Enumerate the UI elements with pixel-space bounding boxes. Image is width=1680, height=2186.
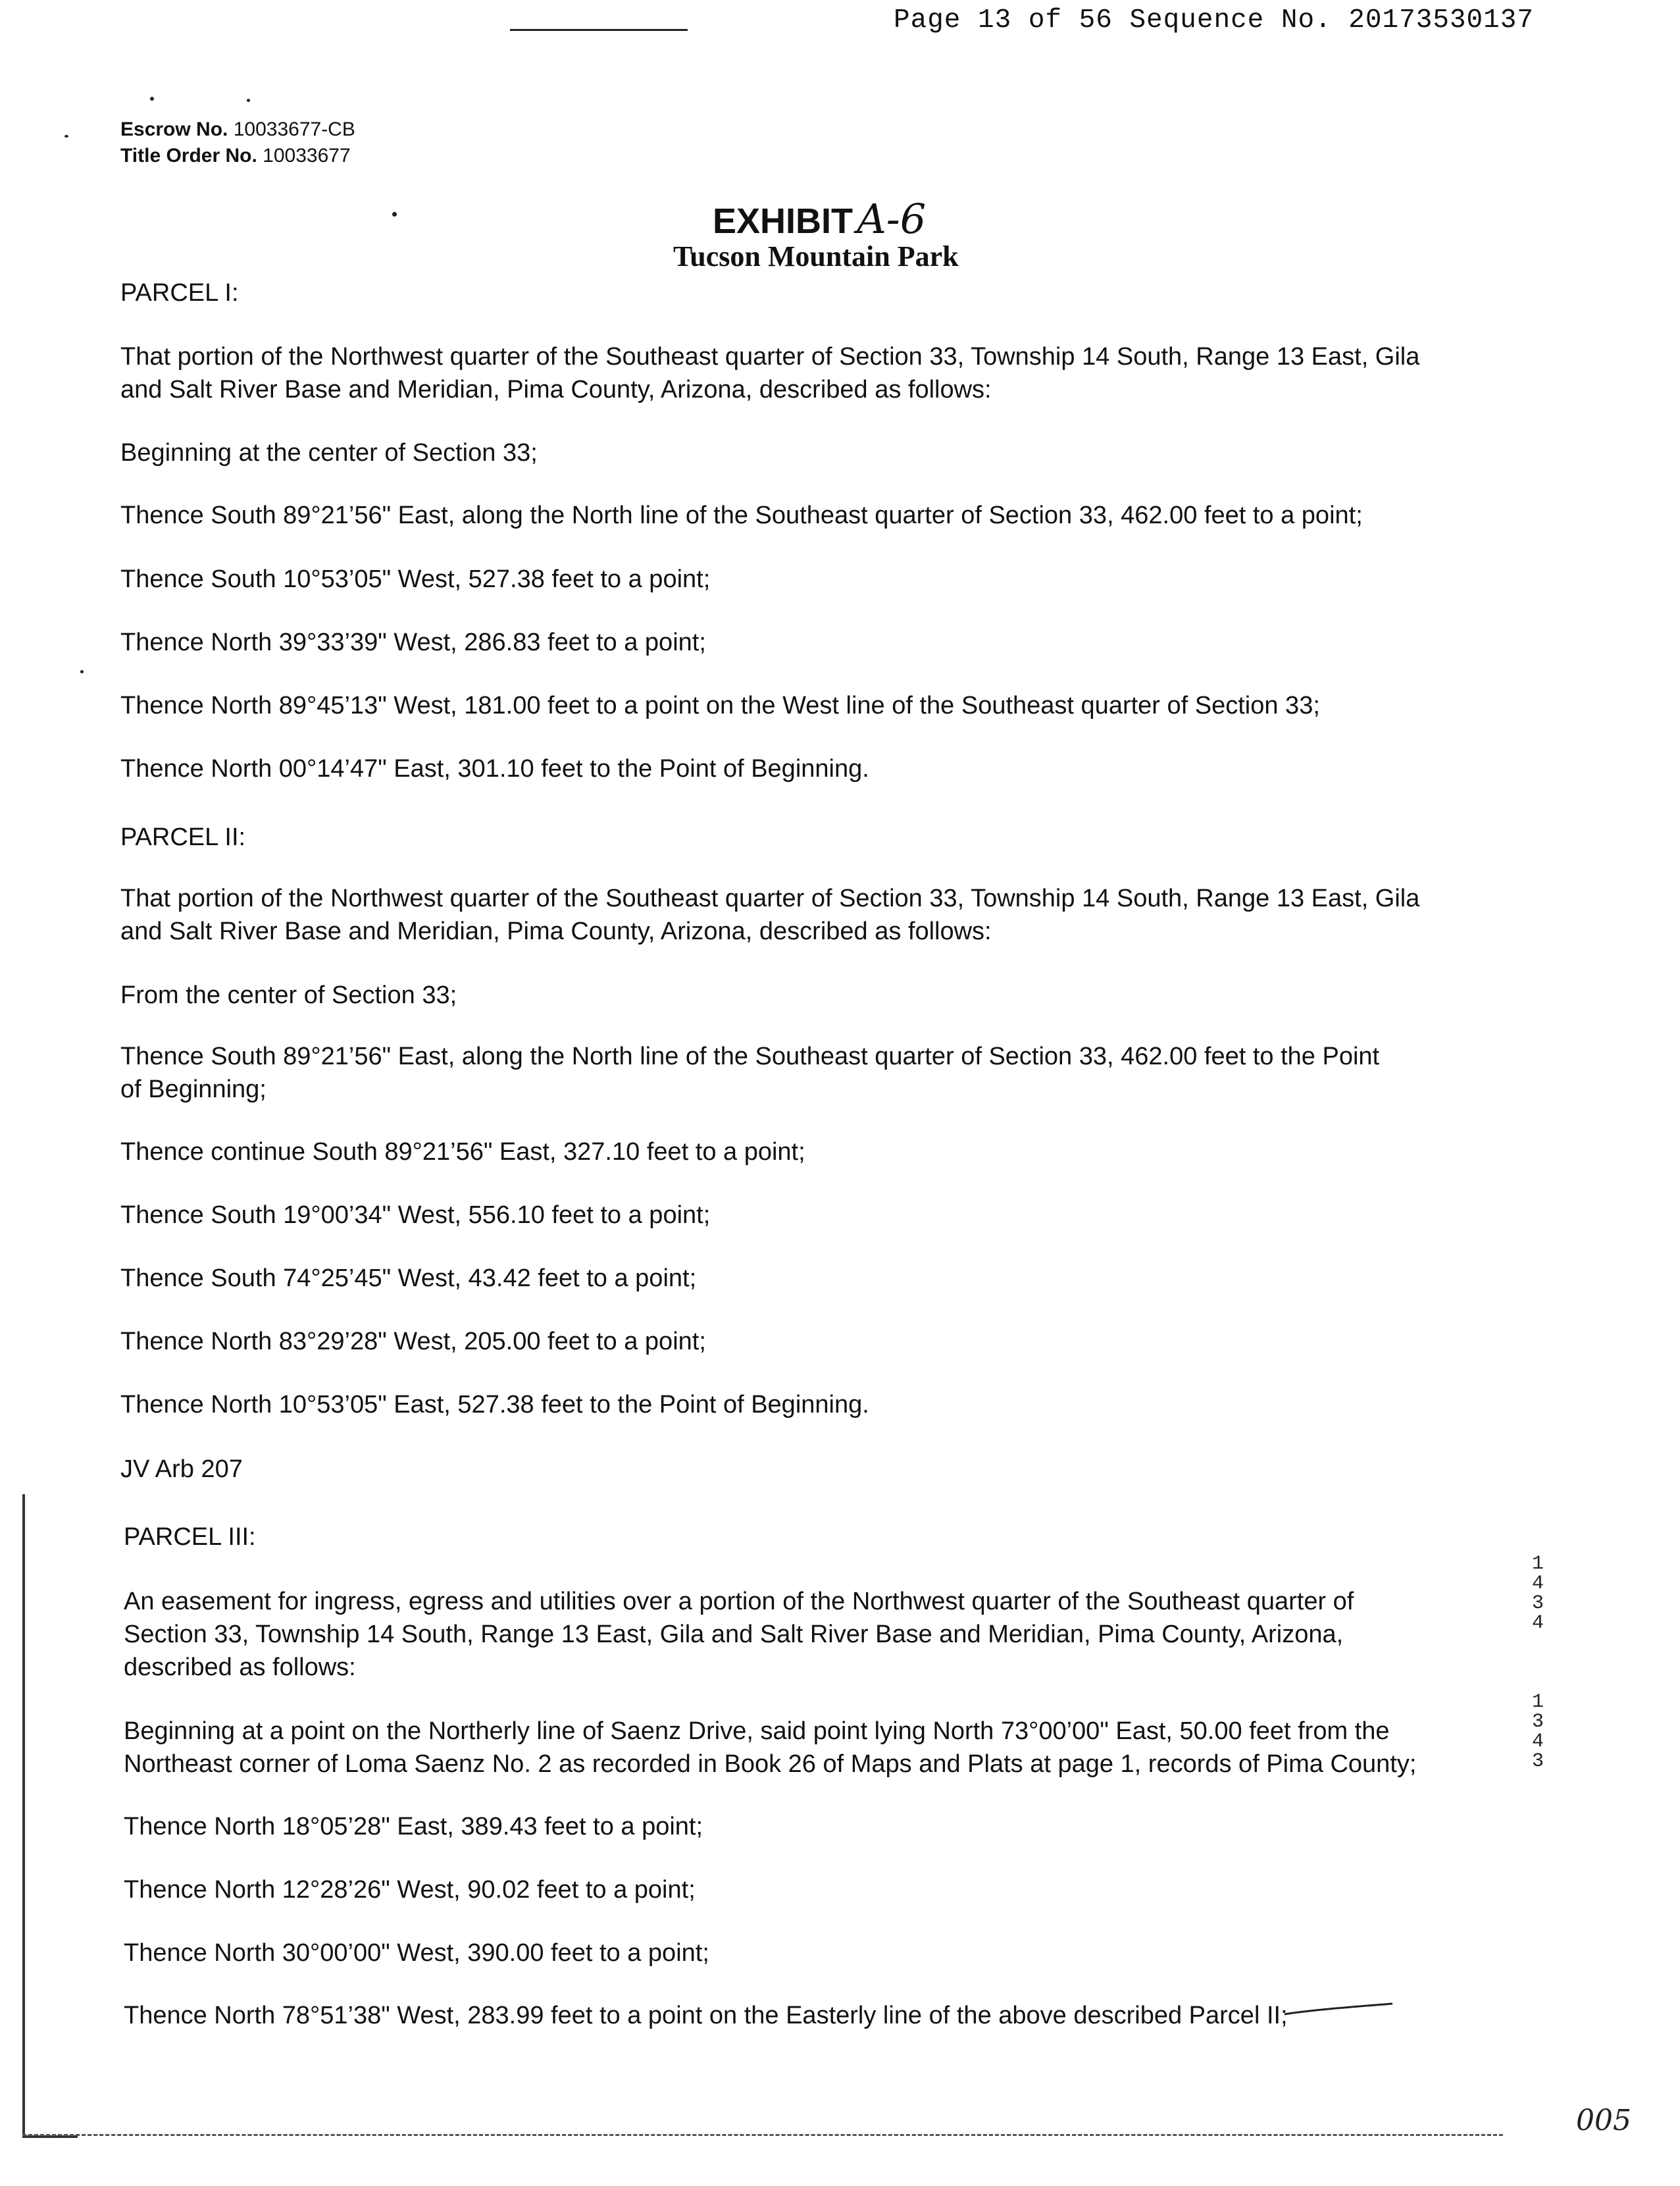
- parcel-2-beginning: From the center of Section 33;: [120, 981, 457, 1009]
- parcel-2-intro-line-1: That portion of the Northwest quarter of the Southeast quarter of Section 33, Township 14 South, Range 13 East, Gila: [120, 885, 1420, 912]
- escrow-label: Escrow No.: [120, 118, 228, 140]
- escrow-block: [120, 117, 355, 169]
- handwritten-stroke: [1283, 2001, 1395, 2017]
- left-margin-bar: [22, 1494, 25, 2120]
- side-stamp-digit: 3: [1531, 1592, 1544, 1615]
- page-sequence-header: Page 13 of 56 Sequence No. 20173530137: [894, 5, 1534, 36]
- parcel-2-first-call-line-1: Thence South 89°21’56" East, along the North line of the Southeast quarter of Section 33, 462.00 feet to the Point: [120, 1043, 1380, 1070]
- escrow-line: [120, 117, 355, 143]
- parcel-2-call: Thence South 74°25’45" West, 43.42 feet to a point;: [120, 1264, 697, 1292]
- parcel-3-intro-line-1: An easement for ingress, egress and utilities over a portion of the Northwest quarter of the Southeast quarter of: [124, 1588, 1354, 1615]
- parcel-3-call: Thence North 30°00’00" West, 390.00 feet to a point;: [124, 1939, 709, 1967]
- side-stamp-digit: 4: [1531, 1731, 1544, 1753]
- parcel-1-intro-line-2: and Salt River Base and Meridian, Pima County, Arizona, described as follows:: [120, 376, 992, 403]
- exhibit-label: EXHIBIT: [713, 201, 853, 241]
- parcel-2-intro-line-2: and Salt River Base and Meridian, Pima County, Arizona, described as follows:: [120, 918, 992, 945]
- parcel-3-heading: PARCEL III:: [124, 1523, 256, 1551]
- parcel-2-reference: JV Arb 207: [120, 1455, 243, 1483]
- parcel-3-call: Thence North 18°05’28" East, 389.43 feet to a point;: [124, 1813, 703, 1840]
- parcel-2-heading: PARCEL II:: [120, 823, 246, 851]
- parcel-2-first-call-line-2: of Beginning;: [120, 1076, 267, 1103]
- side-stamp-digit: 1: [1531, 1553, 1544, 1575]
- side-stamp-digit: 3: [1531, 1711, 1544, 1733]
- title-order-line: [120, 143, 355, 169]
- parcel-1-beginning: Beginning at the center of Section 33;: [120, 439, 538, 467]
- parcel-1-intro-line-1: That portion of the Northwest quarter of the Southeast quarter of Section 33, Township 14 South, Range 13 East, Gila: [120, 343, 1420, 371]
- scan-speck: [392, 212, 397, 217]
- parcel-3-call: Thence North 12°28’26" West, 90.02 feet to a point;: [124, 1876, 696, 1904]
- exhibit-title: [713, 195, 926, 243]
- scan-speck: [150, 97, 154, 101]
- exhibit-handwritten-number: A-6: [857, 195, 927, 243]
- parcel-2-call: Thence North 10°53’05" East, 527.38 feet to the Point of Beginning.: [120, 1391, 869, 1418]
- parcel-2-call: Thence continue South 89°21’56" East, 327.10 feet to a point;: [120, 1138, 805, 1166]
- parcel-1-call: Thence North 39°33’39" West, 286.83 feet to a point;: [120, 629, 706, 656]
- exhibit-subtitle: Tucson Mountain Park: [673, 240, 959, 273]
- side-stamp-digit: 4: [1531, 1612, 1544, 1634]
- side-stamp-digit: 1: [1531, 1691, 1544, 1713]
- escrow-number: 10033677-CB: [233, 118, 355, 140]
- parcel-1-call: Thence North 89°45’13" West, 181.00 feet to a point on the West line of the Southeast quarter of Section 33;: [120, 692, 1320, 719]
- scan-speck: [247, 99, 250, 102]
- header-rule: [510, 29, 688, 31]
- parcel-3-intro-line-3: described as follows:: [124, 1653, 356, 1681]
- parcel-2-call: Thence North 83°29’28" West, 205.00 feet to a point;: [120, 1328, 706, 1355]
- parcel-3-beginning-line-1: Beginning at a point on the Northerly line of Saenz Drive, said point lying North 73°00’00" East, 50.00 feet from the: [124, 1717, 1390, 1745]
- title-order-number: 10033677: [263, 145, 351, 167]
- parcel-1-call: Thence South 10°53’05" West, 527.38 feet to a point;: [120, 565, 711, 593]
- side-stamp-digit: 4: [1531, 1573, 1544, 1595]
- title-order-label: Title Order No.: [120, 145, 257, 167]
- scan-speck: [80, 670, 84, 673]
- scan-speck: [64, 135, 68, 138]
- parcel-2-call: Thence South 19°00’34" West, 556.10 feet to a point;: [120, 1201, 711, 1229]
- side-stamp-digit: 3: [1531, 1750, 1544, 1773]
- parcel-1-heading: PARCEL I:: [120, 279, 239, 307]
- parcel-1-call: Thence North 00°14’47" East, 301.10 feet to the Point of Beginning.: [120, 755, 869, 783]
- footer-page-mark: 005: [1576, 2104, 1631, 2137]
- parcel-3-beginning-line-2: Northeast corner of Loma Saenz No. 2 as recorded in Book 26 of Maps and Plats at page 1, records of Pima County;: [124, 1750, 1417, 1778]
- parcel-1-call: Thence South 89°21’56" East, along the North line of the Southeast quarter of Section 33, 462.00 feet to a point;: [120, 502, 1363, 529]
- handwritten-stroke-path: [1285, 2004, 1392, 2014]
- parcel-3-call: Thence North 78°51’38" West, 283.99 feet to a point on the Easterly line of the above described Parcel II;: [124, 2002, 1288, 2029]
- parcel-3-intro-line-2: Section 33, Township 14 South, Range 13 East, Gila and Salt River Base and Meridian, Pima County, Arizona,: [124, 1621, 1344, 1648]
- bottom-scan-line: [22, 2134, 1503, 2136]
